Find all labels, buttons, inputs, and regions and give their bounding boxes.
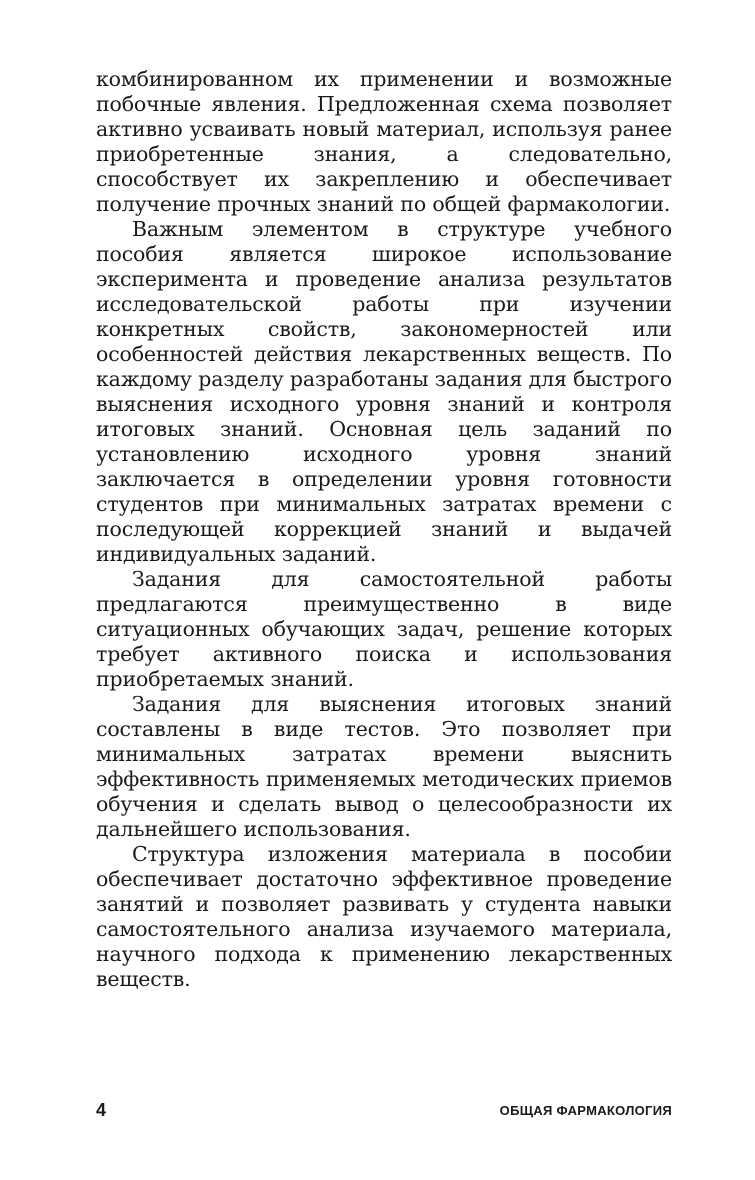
page-footer [96,1100,672,1120]
paragraph-2: Важным элементом в структуре учебного пособия является широкое использование эксперимента и проведение анализа результатов исследовательской работы при изучении конкретных свойств, закономерностей или особенностей действия лекарственных веществ. По каждому разделу разработаны задания для быстрого выяснения исходного уровня знаний и контроля итоговых знаний. Основная цель заданий по установлению исходного уровня знаний заключается в определении уровня готовности студентов при минимальных затратах времени с последующей коррекцией знаний и выдачей индивидуальных заданий. [96,217,672,566]
paragraph-5: Структура изложения материала в пособии обеспечивает достаточно эффективное проведение занятий и позволяет развивать у студента навыки самостоятельного анализа изучаемого материала, научного подхода к применению лекарственных веществ. [96,842,672,991]
running-title: ОБЩАЯ ФАРМАКОЛОГИЯ [499,1103,672,1118]
page-body [96,67,672,992]
paragraph-3: Задания для самостоятельной работы предлагаются преимущественно в виде ситуационных обучающих задач, решение которых требует активного поиска и использования приобретаемых знаний. [96,567,672,691]
page-number: 4 [96,1100,107,1120]
paragraph-4: Задания для выяснения итоговых знаний составлены в виде тестов. Это позволяет при минимальных затратах времени выяснить эффективность применяемых методических приемов обучения и сделать вывод о целесообразности их дальнейшего использования. [96,692,672,841]
paragraph-1: комбинированном их применении и возможные побочные явления. Предложенная схема позволяет активно усваивать новый материал, используя ранее приобретенные знания, а следовательно, способствует их закреплению и обеспечивает получение прочных знаний по общей фармакологии. [96,67,672,216]
